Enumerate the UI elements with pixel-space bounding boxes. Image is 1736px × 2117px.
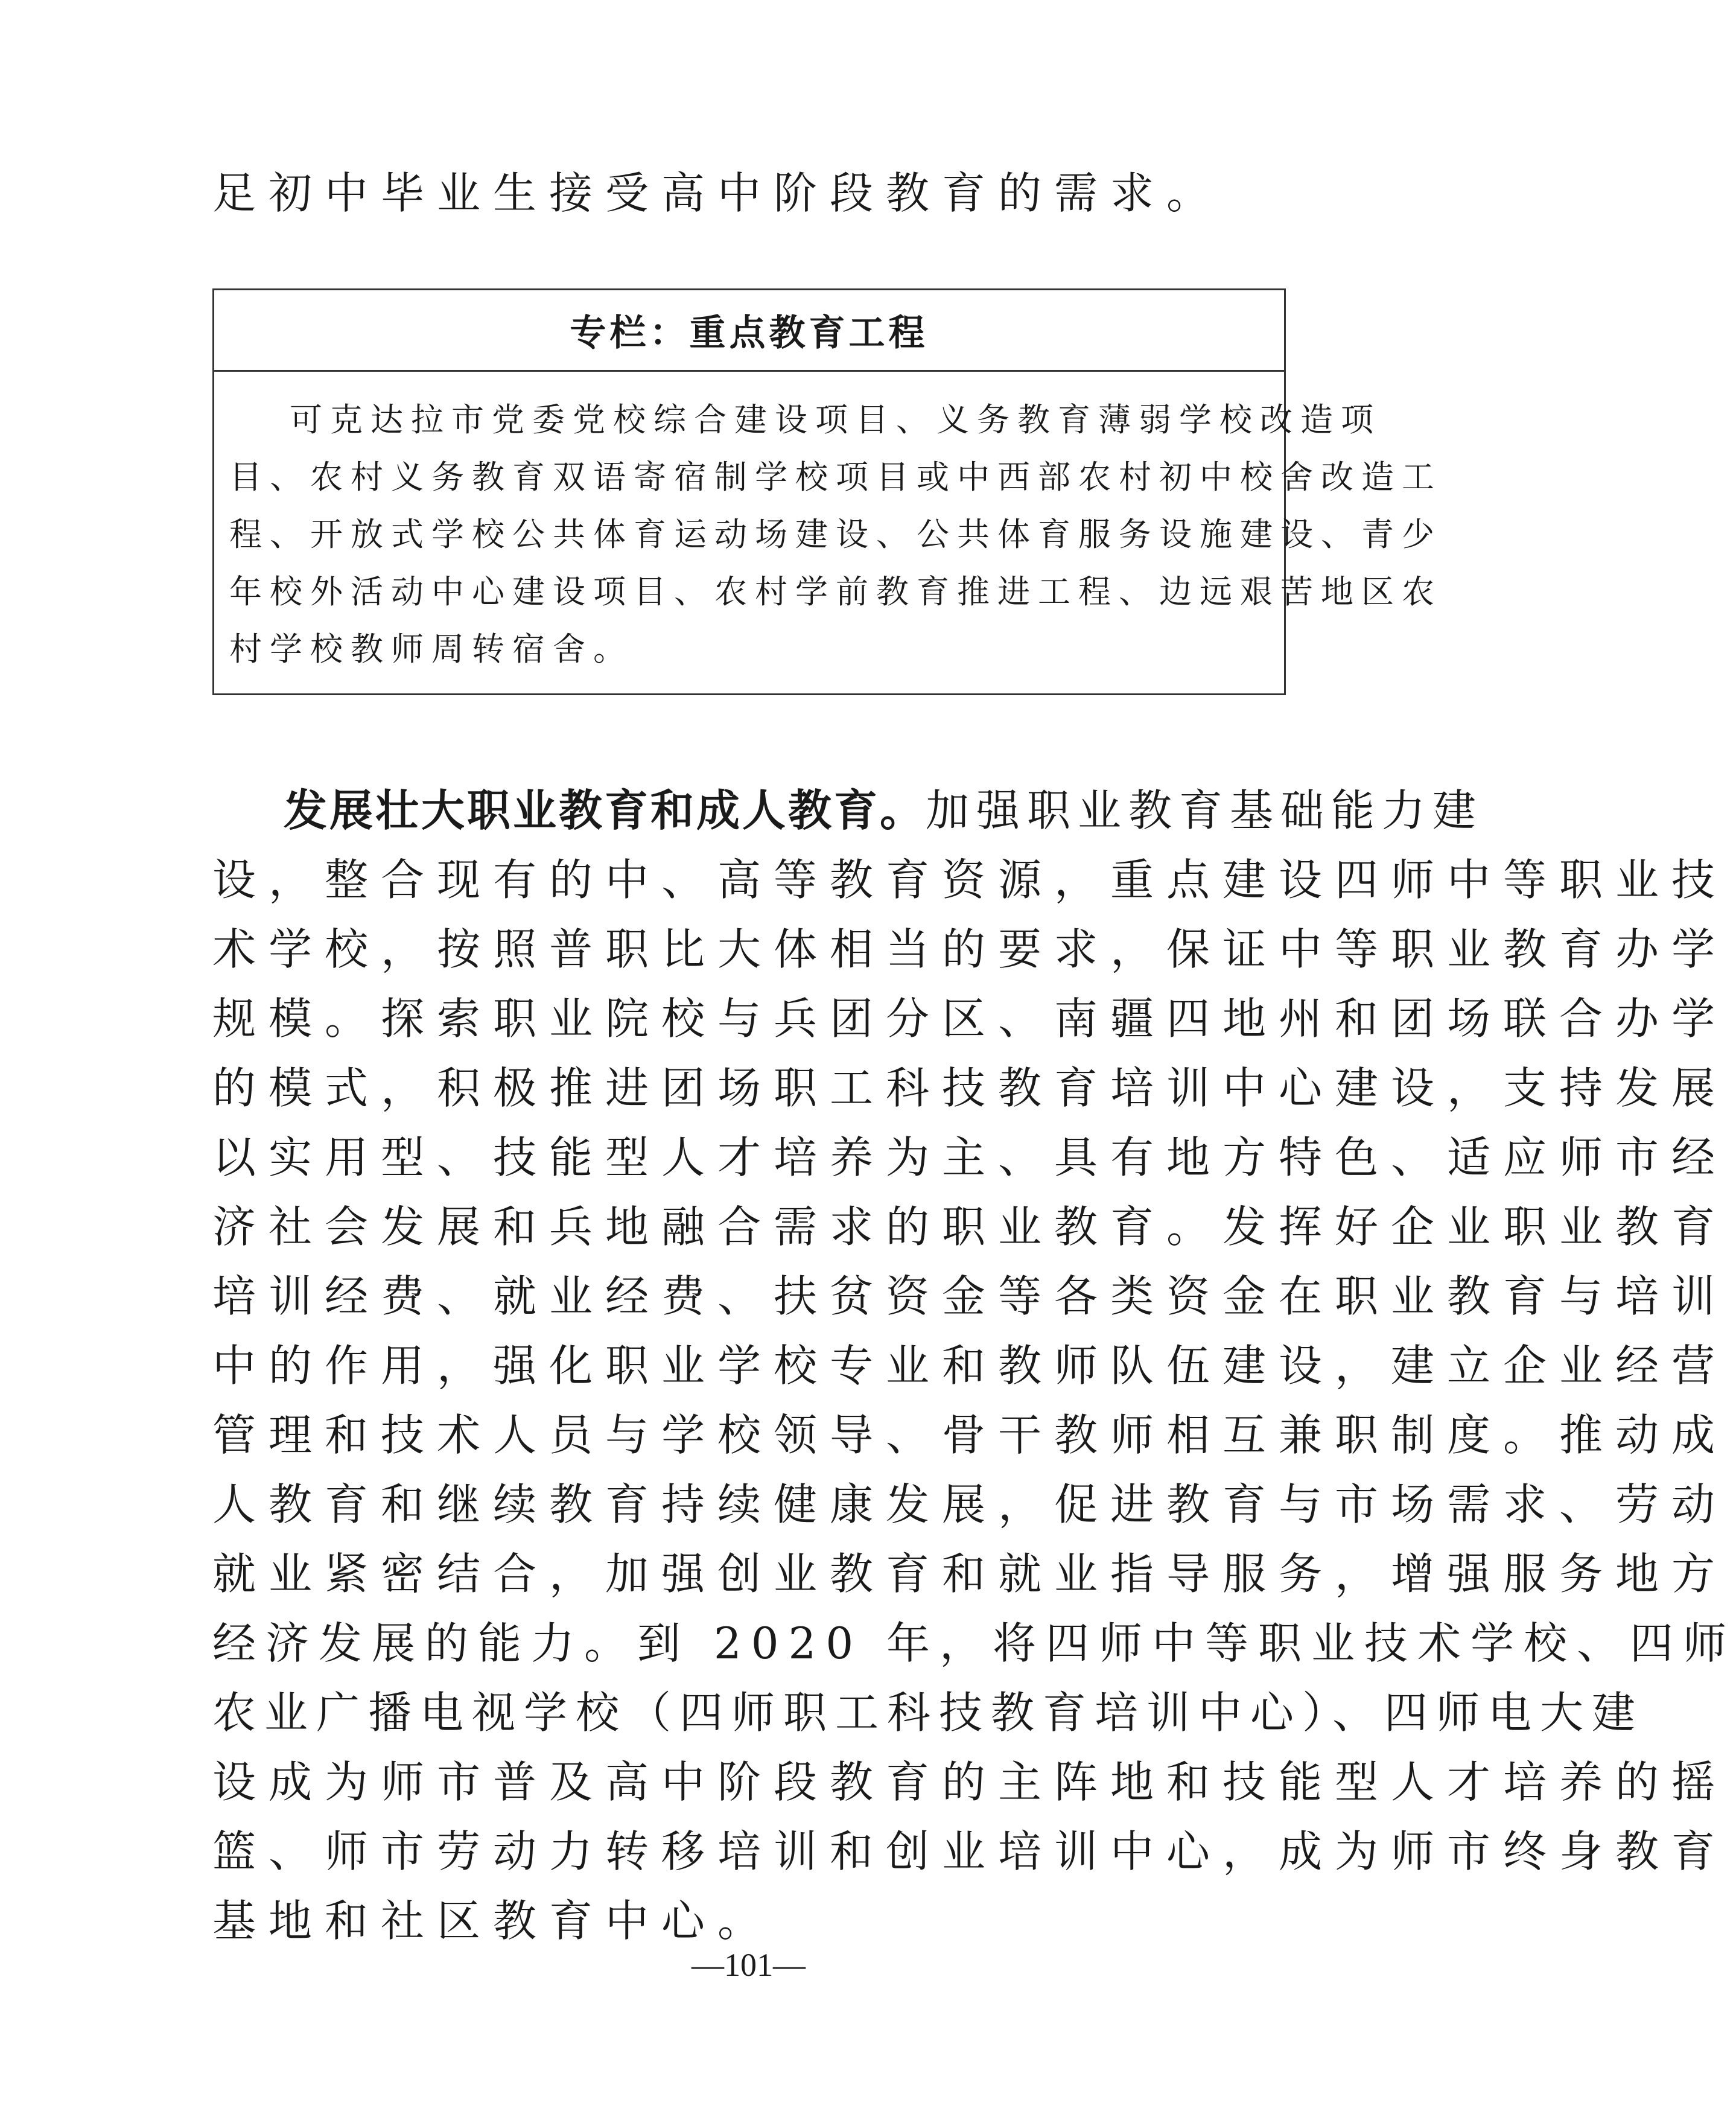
paragraph-line: 篮、师市劳动力转移培训和创业培训中心，成为师市终身教育: [212, 1826, 1728, 1877]
paragraph-line: 就业紧密结合，加强创业教育和就业指导服务，增强服务地方: [212, 1549, 1728, 1599]
box-line: 年校外活动中心建设项目、农村学前教育推进工程、边远艰苦地区农: [229, 573, 1442, 611]
paragraph-line: 的模式，积极推进团场职工科技教育培训中心建设，支持发展: [212, 1063, 1728, 1113]
paragraph-line: 人教育和继续教育持续健康发展，促进教育与市场需求、劳动: [212, 1479, 1728, 1530]
paragraph-line: 管理和技术人员与学校领导、骨干教师相互兼职制度。推动成: [212, 1410, 1728, 1460]
paragraph-line: 济社会发展和兵地融合需求的职业教育。发挥好企业职业教育: [212, 1202, 1728, 1252]
box-line: 目、农村义务教育双语寄宿制学校项目或中西部农村初中校舍改造工: [229, 458, 1442, 496]
paragraph-first-line-rest: 加强职业教育基础能力建: [926, 785, 1484, 836]
paragraph-line: 规模。探索职业院校与兵团分区、南疆四地州和团场联合办学: [212, 993, 1728, 1044]
box-line: 村学校教师周转宿舍。: [229, 630, 634, 668]
paragraph-line: 基地和社区教育中心。: [212, 1896, 774, 1946]
box-title: 专栏：重点教育工程: [214, 290, 1284, 372]
paragraph-line: 农业广播电视学校（四师职工科技教育培训中心）、四师电大建: [212, 1687, 1644, 1738]
paragraph-line: 中的作用，强化职业学校专业和教师队伍建设，建立企业经营: [212, 1340, 1728, 1391]
box-line: 程、开放式学校公共体育运动场建设、公共体育服务设施建设、青少: [229, 515, 1442, 553]
intro-text: 足初中毕业生接受高中阶段教育的需求。: [212, 168, 1223, 218]
page-number: —101—: [692, 1947, 806, 1983]
special-column-box: [212, 288, 1442, 695]
paragraph-line: 术学校，按照普职比大体相当的要求，保证中等职业教育办学: [212, 924, 1728, 975]
paragraph-line: 设成为师市普及高中阶段教育的主阵地和技能型人才培养的摇: [212, 1757, 1728, 1807]
paragraph-line: 以实用型、技能型人才培养为主、具有地方特色、适应师市经: [212, 1132, 1728, 1183]
paragraph-line: 培训经费、就业经费、扶贫资金等各类资金在职业教育与培训: [212, 1271, 1728, 1322]
paragraph-line: 经济发展的能力。到 2020 年，将四师中等职业技术学校、四师: [212, 1618, 1736, 1669]
paragraph-line: 设，整合现有的中、高等教育资源，重点建设四师中等职业技: [212, 855, 1728, 905]
paragraph-first-line: [284, 775, 1483, 838]
box-line: 可克达拉市党委党校综合建设项目、义务教育薄弱学校改造项: [290, 401, 1381, 439]
paragraph-lead: 发展壮大职业教育和成人教育。: [284, 785, 926, 836]
